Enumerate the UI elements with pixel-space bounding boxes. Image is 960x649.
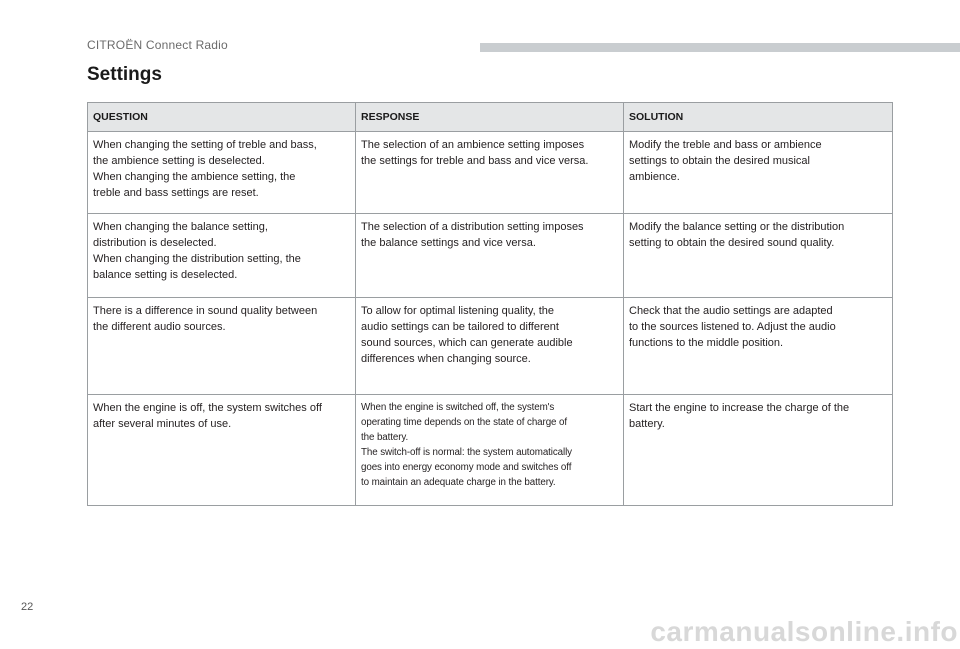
response-line: the battery. [361, 432, 409, 443]
solution-line: settings to obtain the desired musical [629, 155, 810, 167]
response-line: To allow for optimal listening quality, the [361, 305, 555, 317]
solution-cell [624, 132, 893, 214]
response-cell [356, 132, 624, 214]
response-line: sound sources, which can generate audible [361, 337, 573, 349]
question-line: When the engine is off, the system switches off [93, 402, 322, 414]
question-line: When changing the balance setting, [93, 221, 268, 233]
column-header-solution: SOLUTION [624, 103, 893, 132]
solution-line: setting to obtain the desired sound quality. [629, 237, 835, 249]
question-cell [88, 132, 356, 214]
page-number: 22 [21, 601, 34, 613]
response-cell [356, 214, 624, 298]
question-line: after several minutes of use. [93, 418, 232, 430]
response-line: to maintain an adequate charge in the battery. [361, 477, 556, 488]
response-line: differences when changing source. [361, 353, 531, 365]
page-title: Settings [87, 64, 162, 85]
table-row [88, 132, 893, 214]
solution-line: Modify the treble and bass or ambience [629, 139, 822, 151]
response-line: When the engine is switched off, the system's [361, 402, 555, 413]
question-line: the different audio sources. [93, 321, 226, 333]
response-cell [356, 298, 624, 395]
solution-line: Check that the audio settings are adapted [629, 305, 833, 317]
settings-troubleshooting-table [87, 102, 893, 506]
question-line: treble and bass settings are reset. [93, 187, 259, 199]
solution-line: to the sources listened to. Adjust the audio [629, 321, 836, 333]
question-line: There is a difference in sound quality between [93, 305, 318, 317]
manual-header-title: CITROËN Connect Radio [87, 38, 228, 52]
solution-cell [624, 214, 893, 298]
question-cell [88, 395, 356, 506]
response-line: goes into energy economy mode and switches off [361, 462, 572, 473]
question-line: distribution is deselected. [93, 237, 217, 249]
solution-line: functions to the middle position. [629, 337, 784, 349]
question-cell [88, 298, 356, 395]
header-decorative-bar [480, 43, 960, 52]
watermark-text: carmanualsonline.info [650, 616, 958, 647]
solution-cell [624, 395, 893, 506]
question-line: When changing the distribution setting, the [93, 253, 301, 265]
response-line: The selection of an ambience setting imposes [361, 139, 585, 151]
response-line: The selection of a distribution setting imposes [361, 221, 584, 233]
question-line: When changing the setting of treble and bass, [93, 139, 317, 151]
column-header-response: RESPONSE [356, 103, 624, 132]
question-line: balance setting is deselected. [93, 269, 238, 281]
response-line: the balance settings and vice versa. [361, 237, 536, 249]
solution-line: battery. [629, 418, 665, 430]
table-row [88, 298, 893, 395]
solution-cell [624, 298, 893, 395]
table-row [88, 395, 893, 506]
solution-line: Modify the balance setting or the distribution [629, 221, 845, 233]
response-line: audio settings can be tailored to different [361, 321, 559, 333]
question-line: When changing the ambience setting, the [93, 171, 296, 183]
response-line: operating time depends on the state of charge of [361, 417, 567, 428]
table-header-row [88, 103, 893, 132]
column-header-question: QUESTION [88, 103, 356, 132]
response-line: the settings for treble and bass and vice versa. [361, 155, 589, 167]
question-cell [88, 214, 356, 298]
solution-line: ambience. [629, 171, 680, 183]
question-line: the ambience setting is deselected. [93, 155, 265, 167]
response-line: The switch-off is normal: the system automatically [361, 447, 572, 458]
solution-line: Start the engine to increase the charge of the [629, 402, 850, 414]
response-cell [356, 395, 624, 506]
table-row [88, 214, 893, 298]
